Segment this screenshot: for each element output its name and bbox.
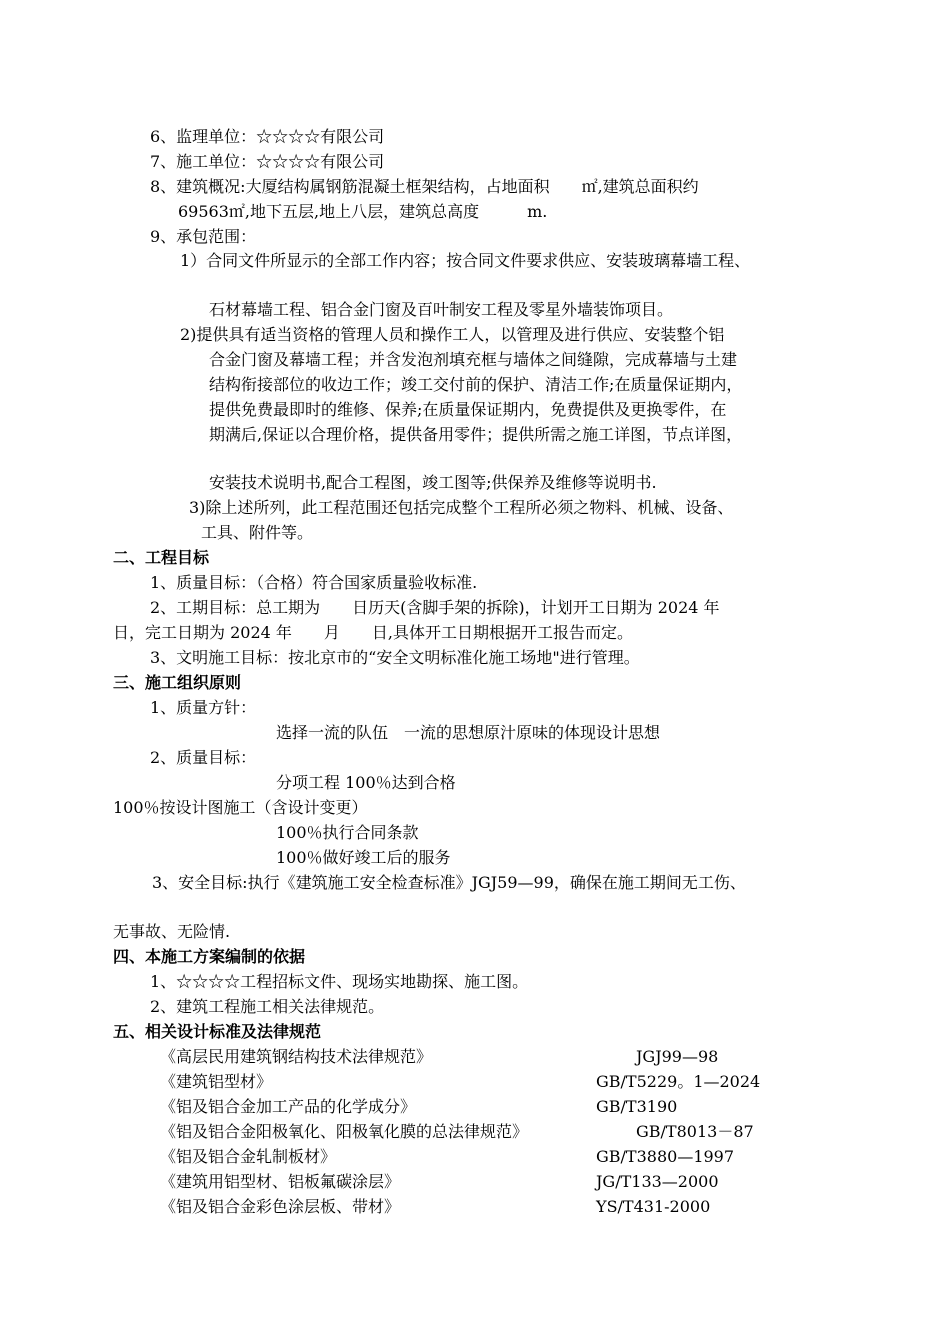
section-2-heading: 二、工程目标: [113, 548, 210, 567]
scope-2-line4: 提供免费最即时的维修、保养;在质量保证期内，免费提供及更换零件，在: [209, 400, 727, 419]
item-6-supervisor: 6、监理单位：☆☆☆☆有限公司: [150, 127, 385, 146]
principle-3-line2: 无事故、无险情.: [113, 922, 231, 941]
scope-1-line1: 1）合同文件所显示的全部工作内容；按合同文件要求供应、安装玻璃幕墙工程、: [180, 251, 751, 270]
scope-1-line2: 石材幕墙工程、铝合金门窗及百叶制安工程及零星外墙装饰项目。: [209, 300, 674, 319]
standard-name: 《建筑用铝型材、铝板氟碳涂层》: [160, 1172, 401, 1191]
standard-code: GB/T3190: [596, 1097, 678, 1116]
scope-2-line5: 期满后,保证以合理价格，提供备用零件；提供所需之施工详图，节点详图，: [209, 425, 743, 444]
scope-2-line2: 合金门窗及幕墙工程；并含发泡剂填充框与墙体之间缝隙，完成幕墙与土建: [209, 350, 738, 369]
item-9-scope: 9、承包范围：: [150, 227, 257, 246]
item-8-overview-line1: 8、建筑概况:大厦结构属钢筋混凝土框架结构，占地面积 ㎡,建筑总面积约: [150, 177, 699, 196]
goal-3-civilized: 3、文明施工目标：按北京市的“安全文明标准化施工场地"进行管理。: [150, 648, 640, 667]
standard-code: JG/T133—2000: [596, 1172, 719, 1191]
standard-name: 《铝及铝合金彩色涂层板、带材》: [160, 1197, 401, 1216]
standard-name: 《建筑铝型材》: [160, 1072, 273, 1091]
section-5-heading: 五、相关设计标准及法律规范: [113, 1022, 322, 1041]
standard-name: 《铝及铝合金轧制板材》: [160, 1147, 337, 1166]
standard-code: YS/T431-2000: [596, 1197, 711, 1216]
principle-2-line3: 100％执行合同条款: [276, 823, 419, 842]
item-7-contractor: 7、施工单位：☆☆☆☆有限公司: [150, 152, 385, 171]
principle-2-label: 2、质量目标：: [150, 748, 257, 767]
goal-2-schedule-line1: 2、工期目标：总工期为 日历天(含脚手架的拆除)，计划开工日期为 2024 年: [150, 598, 720, 617]
standard-code: GB/T3880—1997: [596, 1147, 735, 1166]
scope-2-line3: 结构衔接部位的收边工作；竣工交付前的保护、清洁工作;在质量保证期内，: [209, 375, 743, 394]
scope-2-line6: 安装技术说明书,配合工程图，竣工图等;供保养及维修等说明书.: [209, 473, 657, 492]
principle-2-line2: 100％按设计图施工（含设计变更）: [113, 798, 368, 817]
goal-2-schedule-line2: 日，完工日期为 2024 年 月 日,具体开工日期根据开工报告而定。: [113, 623, 633, 642]
principle-2-line1: 分项工程 100％达到合格: [276, 773, 456, 792]
scope-3-line1: 3)除上述所列，此工程范围还包括完成整个工程所必须之物料、机械、设备、: [189, 498, 734, 517]
principle-1-text: 选择一流的队伍 一流的思想原汁原味的体现设计思想: [276, 723, 661, 742]
principle-2-line4: 100％做好竣工后的服务: [276, 848, 451, 867]
scope-3-line2: 工具、附件等。: [201, 523, 314, 542]
standard-code: JGJ99—98: [636, 1047, 719, 1066]
item-8-overview-line2: 69563㎡,地下五层,地上八层，建筑总高度 m.: [178, 202, 548, 221]
standard-name: 《铝及铝合金加工产品的化学成分》: [160, 1097, 417, 1116]
scope-2-line1: 2)提供具有适当资格的管理人员和操作工人，以管理及进行供应、安装整个铝: [180, 325, 725, 344]
standard-code: GB/T8013－87: [636, 1122, 754, 1141]
principle-3-line1: 3、安全目标:执行《建筑施工安全检查标准》JGJ59—99，确保在施工期间无工伤、: [152, 873, 746, 892]
standard-name: 《高层民用建筑钢结构技术法律规范》: [160, 1047, 433, 1066]
standard-code: GB/T5229。1—2024: [596, 1072, 761, 1091]
section-3-heading: 三、施工组织原则: [113, 673, 242, 692]
standard-name: 《铝及铝合金阳极氧化、阳极氧化膜的总法律规范》: [160, 1122, 529, 1141]
principle-1-label: 1、质量方针：: [150, 698, 257, 717]
basis-1: 1、☆☆☆☆工程招标文件、现场实地勘探、施工图。: [150, 972, 529, 991]
section-4-heading: 四、本施工方案编制的依据: [113, 947, 306, 966]
goal-1-quality: 1、质量目标：（合格）符合国家质量验收标准.: [150, 573, 478, 592]
basis-2: 2、建筑工程施工相关法律规范。: [150, 997, 385, 1016]
